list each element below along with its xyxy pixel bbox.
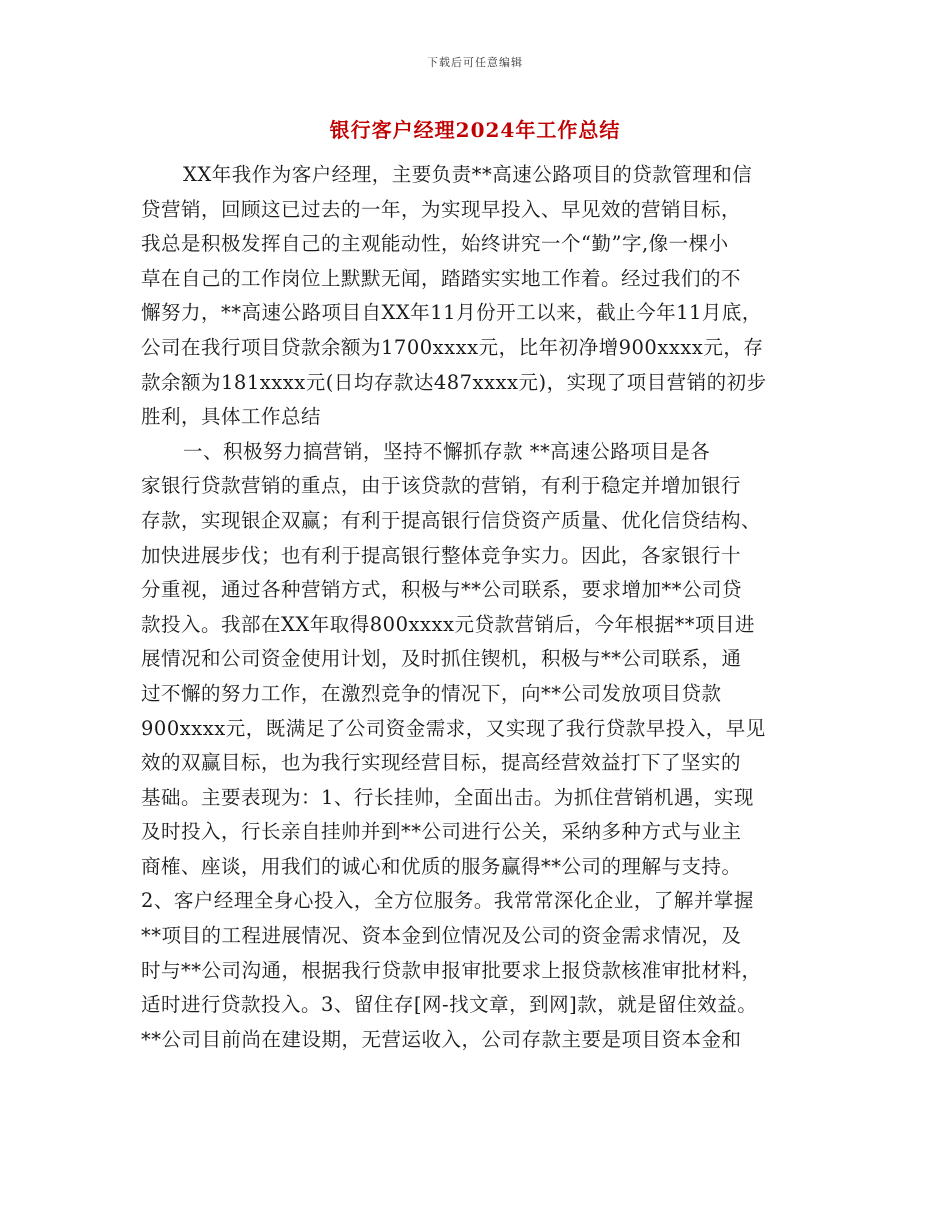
body-line: 时与**公司沟通，根据我行贷款申报审批要求上报贷款核准审批材料， [141, 958, 762, 982]
section-heading-line: 一、积极努力搞营销，坚持不懈抓存款 **高速公路项目是各 [183, 439, 711, 463]
body-line: 基础。主要表现为：1、行长挂帅，全面出击。为抓住营销机遇，实现 [141, 785, 754, 809]
body-line: XX年我作为客户经理，主要负责**高速公路项目的贷款管理和信 [183, 163, 753, 186]
body-line: 商榷、座谈，用我们的诚心和优质的服务赢得**公司的理解与支持。 [141, 854, 742, 878]
body-line: **公司目前尚在建设期，无营运收入，公司存款主要是项目资本金和 [141, 1027, 742, 1051]
body-line: 过不懈的努力工作，在激烈竞争的情况下，向**公司发放项目贷款 [141, 681, 722, 705]
body-line: 家银行贷款营销的重点，由于该贷款的营销，有利于稳定并增加银行 [141, 474, 742, 498]
body-line: 效的双赢目标，也为我行实现经营目标，提高经营效益打下了坚实的 [141, 751, 742, 775]
body-line: 胜利，具体工作总结 [141, 405, 322, 429]
body-line: 公司在我行项目贷款余额为1700xxxx元，比年初净增900xxxx元，存 [141, 335, 764, 359]
body-line: 款投入。我部在XX年取得800xxxx元贷款营销后，今年根据**项目进 [141, 612, 755, 636]
document-title: 银行客户经理2024年工作总结 [329, 118, 621, 142]
body-line: 我总是积极发挥自己的主观能动性，始终讲究一个“勤”字,像一棵小 [141, 232, 729, 256]
body-line: 900xxxx元，既满足了公司资金需求，又实现了我行贷款早投入，早见 [141, 716, 766, 740]
body-line: 贷营销，回顾这已过去的一年，为实现早投入、早见效的营销目标， [141, 197, 742, 221]
body-line: 加快进展步伐；也有利于提高银行整体竞争实力。因此，各家银行十 [141, 543, 742, 567]
body-line: **项目的工程进展情况、资本金到位情况及公司的资金需求情况，及 [141, 924, 742, 948]
body-line: 及时投入，行长亲自挂帅并到**公司进行公关，采纳多种方式与业主 [141, 820, 742, 844]
document-body [141, 158, 813, 1057]
body-line: 款余额为181xxxx元(日均存款达487xxxx元)，实现了项目营销的初步 [141, 370, 767, 394]
body-line: 分重视，通过各种营销方式，积极与**公司联系，要求增加**公司贷 [141, 578, 743, 602]
body-line: 展情况和公司资金使用计划，及时抓住锲机，积极与**公司联系，通 [141, 647, 742, 671]
body-line: 草在自己的工作岗位上默默无闻，踏踏实实地工作着。经过我们的不 [141, 266, 742, 290]
body-line: 存款，实现银企双赢；有利于提高银行信贷资产质量、优化信贷结构、 [141, 508, 762, 532]
header-note: 下载后可任意编辑 [427, 56, 523, 69]
body-line: 2、客户经理全身心投入，全方位服务。我常常深化企业，了解并掌握 [141, 889, 754, 913]
body-line: 懈努力，**高速公路项目自XX年11月份开工以来，截止今年11月底， [141, 301, 762, 325]
body-line: 适时进行贷款投入。3、留住存[网-找文章，到网]款，就是留住效益。 [141, 993, 758, 1017]
